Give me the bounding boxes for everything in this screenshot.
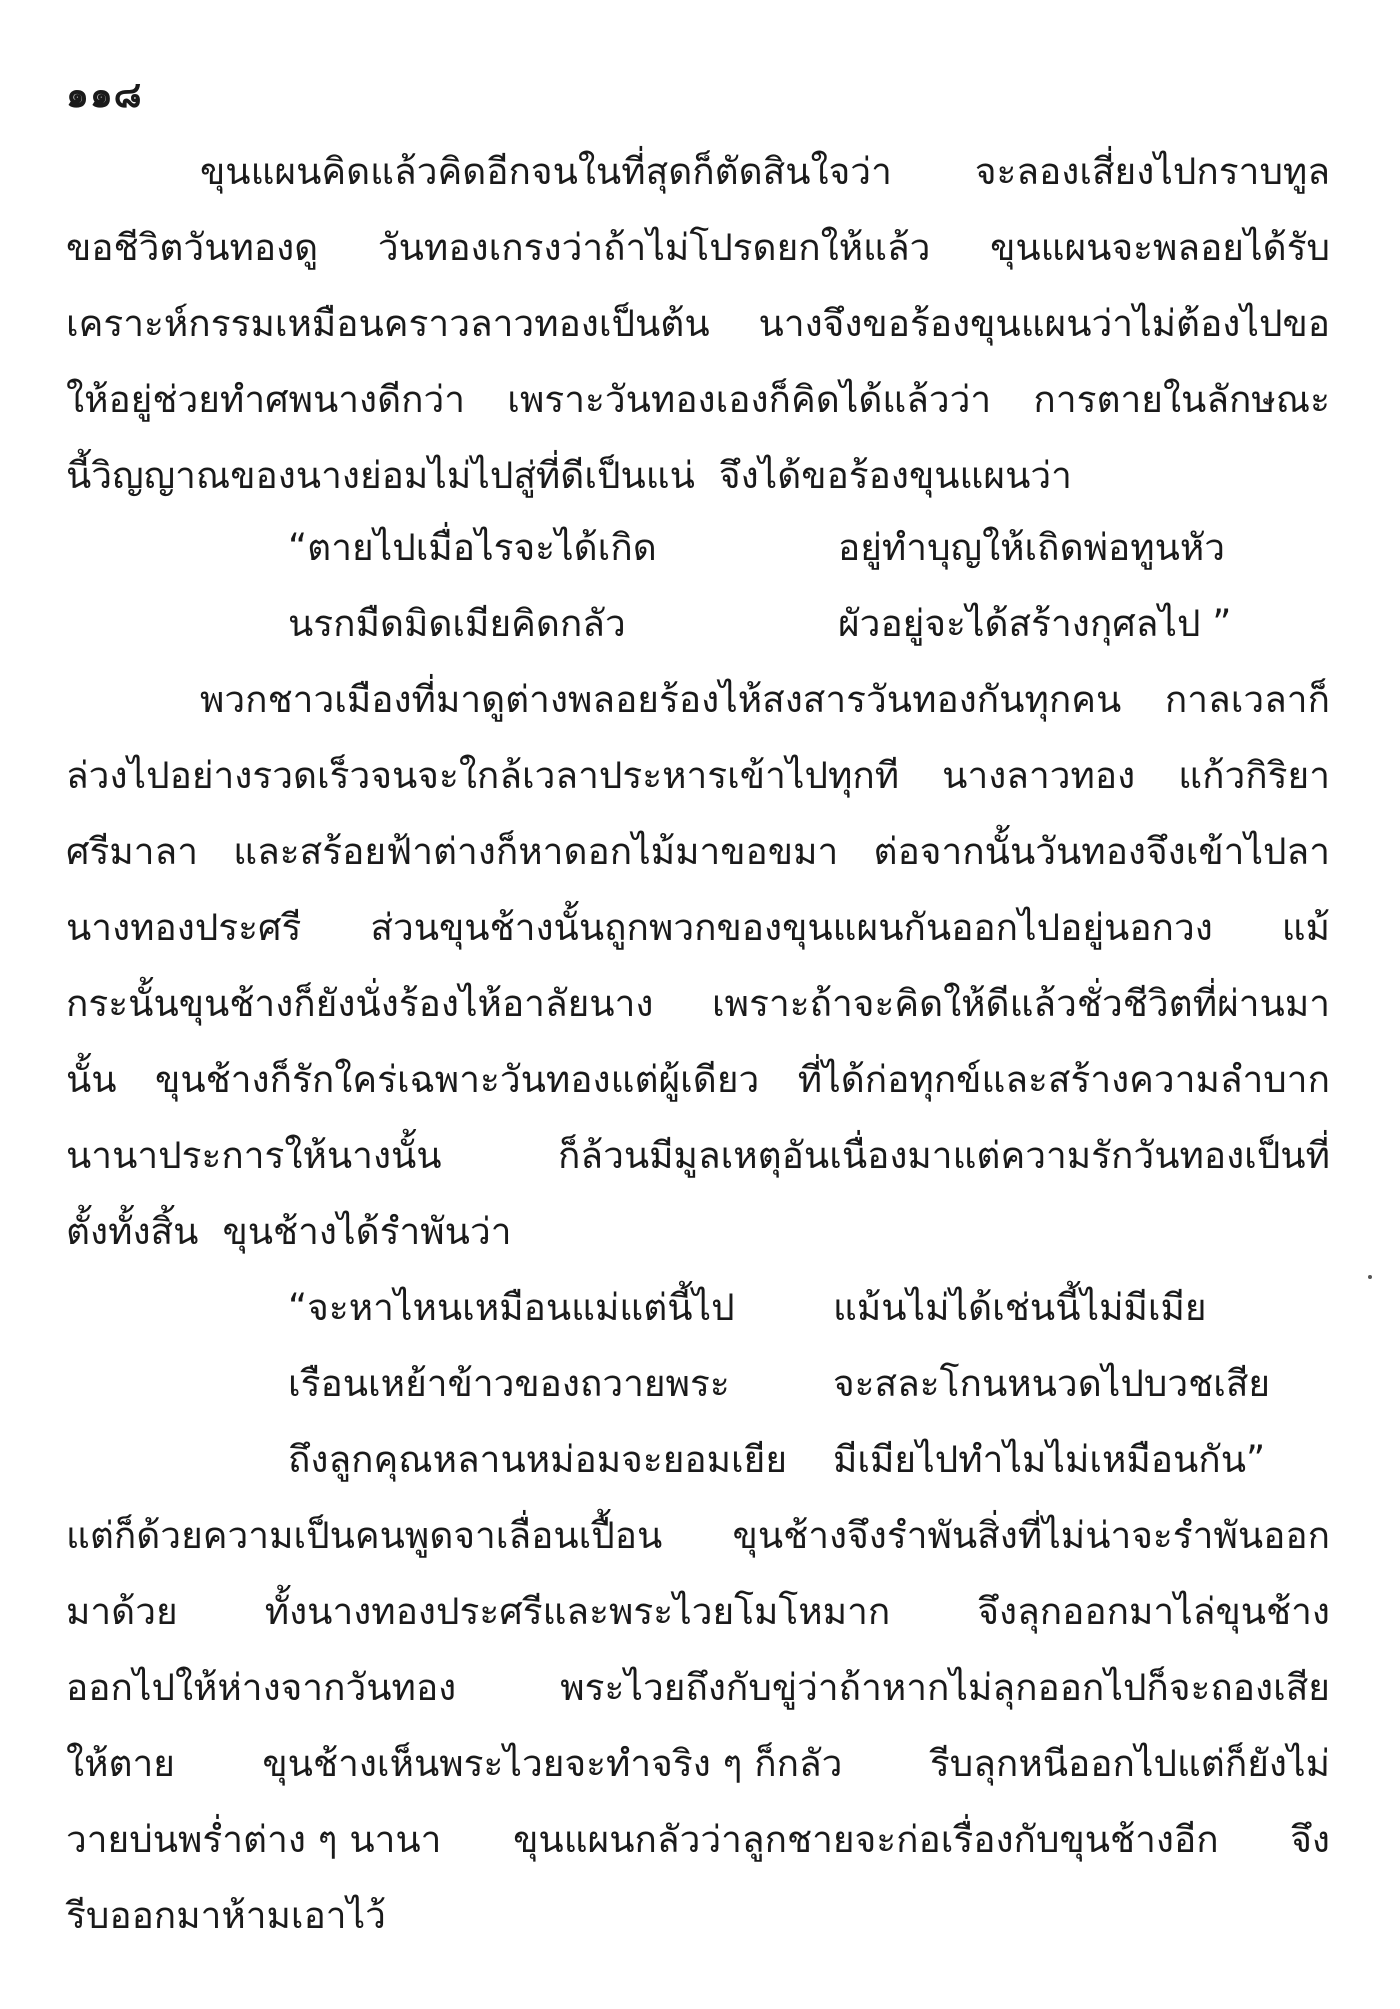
text-segment: นางทองประศรี (66, 906, 302, 949)
verse-second-hemistich: มีเมียไปทำไมไม่เหมือนกัน” (833, 1438, 1266, 1481)
text-line (66, 224, 1330, 272)
text-line (66, 452, 1330, 500)
text-line (66, 1588, 1330, 1636)
text-segment: รีบออกมาห้ามเอาไว้ (66, 1894, 386, 1937)
text-segment: ขุนช้างเห็นพระไวยจะทำจริง ๆ ก็กลัว (262, 1742, 843, 1785)
text-line (66, 980, 1330, 1028)
text-line (66, 300, 1330, 348)
text-segment: ศรีมาลา (66, 830, 198, 873)
verse-first-hemistich: “จะหาไหนเหมือนแม่แต่นี้ไป (288, 1286, 735, 1329)
text-line (66, 1892, 1330, 1940)
verse-first-hemistich: เรือนเหย้าข้าวของถวายพระ (288, 1362, 730, 1405)
page-number: ๑๑๘ (66, 75, 143, 116)
text-segment: การตายในลักษณะ (1033, 378, 1330, 421)
verse-first-hemistich: นรกมืดมิดเมียคิดกลัว (288, 602, 626, 645)
text-segment: นั้น (66, 1058, 117, 1101)
text-segment: ต่อจากนั้นวันทองจึงเข้าไปลา (873, 830, 1330, 873)
text-segment: นานาประการให้นางนั้น (66, 1134, 442, 1177)
text-segment: ขุนช้างจึงรำพันสิ่งที่ไม่น่าจะรำพันออก (732, 1514, 1330, 1557)
text-segment: นางลาวทอง (942, 754, 1136, 797)
text-line (66, 828, 1330, 876)
text-segment: ขุนแผนกลัวว่าลูกชายจะก่อเรื่องกับขุนช้างอีก (513, 1818, 1219, 1861)
verse-second-hemistich: จะสละโกนหนวดไปบวชเสีย (833, 1362, 1271, 1405)
text-line (66, 1132, 1330, 1180)
text-segment: นางจึงขอร้องขุนแผนว่าไม่ต้องไปขอ (758, 302, 1330, 345)
text-line (66, 376, 1330, 424)
text-segment: ตั้งทั้งสิ้น (66, 1210, 199, 1253)
text-line (66, 1512, 1330, 1560)
text-segment: ล่วงไปอย่างรวดเร็วจนจะใกล้เวลาประหารเข้าไปทุกที (66, 754, 900, 797)
text-segment: รีบลุกหนีออกไปแต่ก็ยังไม่ (929, 1742, 1330, 1785)
scan-speck (1368, 1275, 1372, 1279)
text-segment: ขุนช้างได้รำพันว่า (222, 1210, 512, 1253)
text-segment: กระนั้นขุนช้างก็ยังนั่งร้องไห้อาลัยนาง (66, 982, 654, 1025)
text-segment: วันทองเกรงว่าถ้าไม่โปรดยกให้แล้ว (377, 226, 931, 269)
text-line (66, 752, 1330, 800)
text-segment: ส่วนขุนช้างนั้นถูกพวกของขุนแผนกันออกไปอยู่นอกวง (370, 906, 1213, 949)
text-segment: พวกชาวเมืองที่มาดูต่างพลอยร้องไห้สงสารวันทองกันทุกคน (200, 678, 1122, 721)
text-segment: ที่ได้ก่อทุกข์และสร้างความลำบาก (797, 1058, 1330, 1101)
text-segment: กาลเวลาก็ (1164, 678, 1330, 721)
text-line (200, 148, 1330, 196)
text-segment: เพราะวันทองเองก็คิดได้แล้วว่า (507, 378, 992, 421)
text-line (200, 676, 1330, 724)
text-segment: เคราะห์กรรมเหมือนคราวลาวทองเป็นต้น (66, 302, 710, 345)
text-line (66, 1740, 1330, 1788)
text-segment: ขอชีวิตวันทองดู (66, 226, 319, 269)
text-segment: ออกไปให้ห่างจากวันทอง (66, 1666, 457, 1709)
verse-first-hemistich: “ตายไปเมื่อไรจะได้เกิด (288, 526, 657, 569)
text-line (66, 904, 1330, 952)
text-segment: ให้ตาย (66, 1742, 175, 1785)
text-line (66, 1664, 1330, 1712)
text-segment: จึงลุกออกมาไล่ขุนช้าง (977, 1590, 1330, 1633)
text-segment: มาด้วย (66, 1590, 178, 1633)
text-segment: จะลองเสี่ยงไปกราบทูล (974, 150, 1330, 193)
text-segment: พระไวยถึงกับขู่ว่าถ้าหากไม่ลุกออกไปก็จะถองเสีย (560, 1666, 1330, 1709)
verse-second-hemistich: อยู่ทำบุญให้เถิดพ่อทูนหัว (838, 526, 1226, 569)
text-segment: วายบ่นพร่ำต่าง ๆ นานา (66, 1818, 442, 1861)
text-segment: ขุนช้างก็รักใคร่เฉพาะวันทองแต่ผู้เดียว (155, 1058, 760, 1101)
text-segment: ก็ล้วนมีมูลเหตุอันเนื่องมาแต่ความรักวันทองเป็นที่ (558, 1134, 1330, 1177)
text-segment: เพราะถ้าจะคิดให้ดีแล้วชั่วชีวิตที่ผ่านมา (712, 982, 1330, 1025)
text-segment: ให้อยู่ช่วยทำศพนางดีกว่า (66, 378, 466, 421)
text-segment: นี้วิญญาณของนางย่อมไม่ไปสู่ที่ดีเป็นแน่ (66, 454, 695, 497)
verse-second-hemistich: แม้นไม่ได้เช่นนี้ไม่มีเมีย (833, 1286, 1207, 1329)
text-segment: และสร้อยฟ้าต่างก็หาดอกไม้มาขอขมา (233, 830, 839, 873)
text-line (66, 1056, 1330, 1104)
text-line (66, 1208, 1330, 1256)
text-segment: แก้วกิริยา (1178, 754, 1330, 797)
text-segment: ขุนแผนคิดแล้วคิดอีกจนในที่สุดก็ตัดสินใจว่า (200, 150, 892, 193)
verse-first-hemistich: ถึงลูกคุณหลานหม่อมจะยอมเยีย (288, 1438, 787, 1481)
text-segment: ทั้งนางทองประศรีและพระไวยโมโหมาก (264, 1590, 891, 1633)
verse-second-hemistich: ผัวอยู่จะได้สร้างกุศลไป ” (838, 602, 1232, 645)
text-segment: ขุนแผนจะพลอยได้รับ (990, 226, 1330, 269)
text-segment: แม้ (1281, 906, 1330, 949)
text-segment: แต่ก็ด้วยความเป็นคนพูดจาเลื่อนเปื้อน (66, 1514, 663, 1557)
text-segment: จึง (1290, 1818, 1330, 1861)
text-segment: จึงได้ขอร้องขุนแผนว่า (718, 454, 1072, 497)
text-line (66, 1816, 1330, 1864)
